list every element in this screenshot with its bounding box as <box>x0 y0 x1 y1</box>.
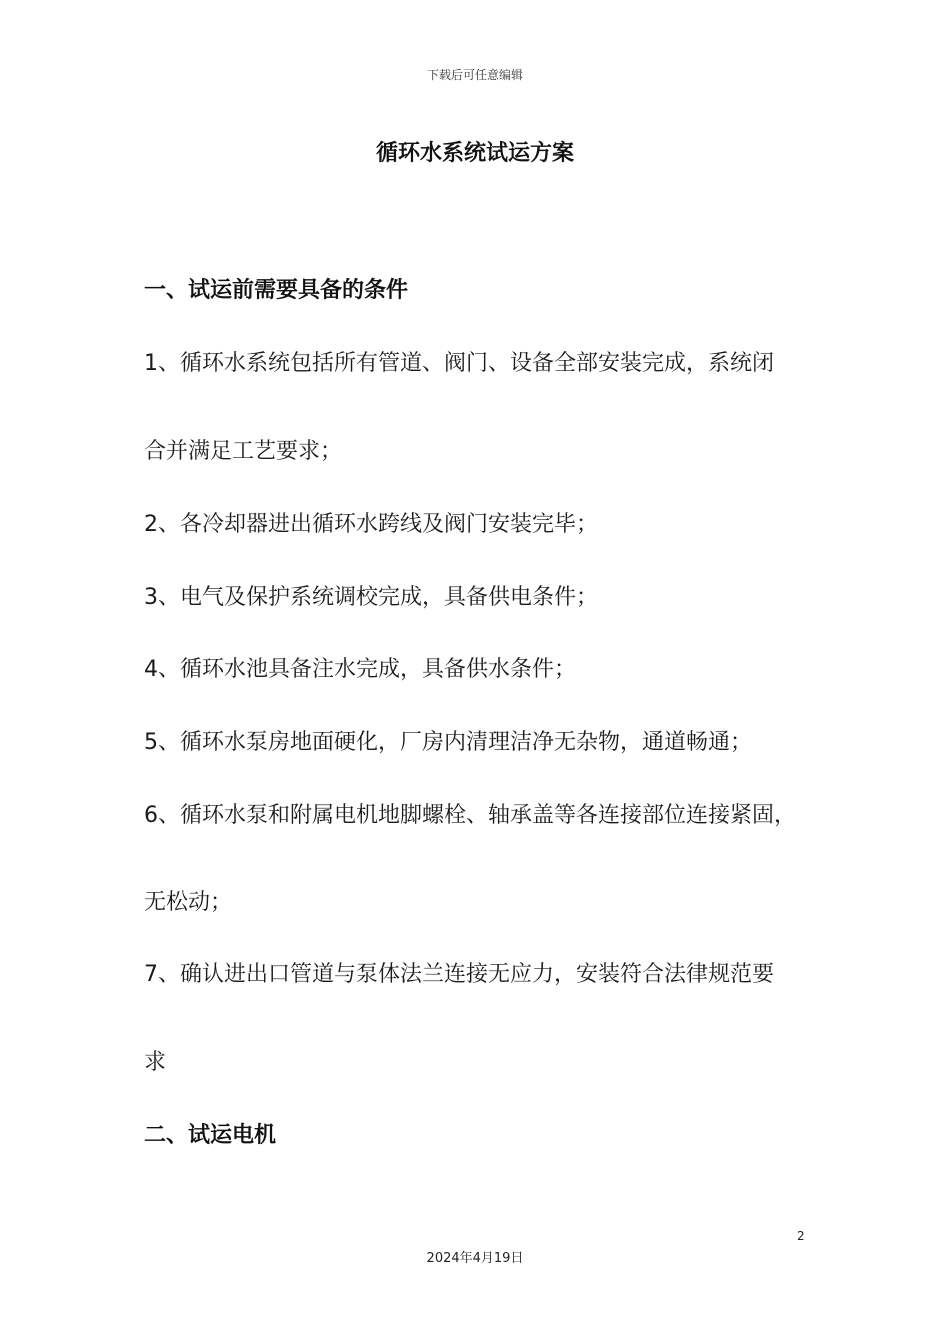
paragraph-line: 无松动； <box>144 890 233 915</box>
paragraph-line: 1、循环水系统包括所有管道、阀门、设备全部安装完成，系统闭 <box>144 351 774 376</box>
paragraph-line: 2、各冷却器进出循环水跨线及阀门安装完毕； <box>144 512 598 537</box>
paragraph-line: 求 <box>144 1050 167 1075</box>
header-note: 下载后可任意编辑 <box>426 68 523 82</box>
paragraph-line: 4、循环水池具备注水完成，具备供水条件； <box>144 657 576 682</box>
paragraph-line: 3、电气及保护系统调校完成，具备供电条件； <box>144 585 598 610</box>
paragraph-line: 7、确认进出口管道与泵体法兰连接无应力，安装符合法律规范要 <box>144 962 774 987</box>
section-heading-conditions: 一、试运前需要具备的条件 <box>144 278 409 303</box>
page-number: 2 <box>797 1229 805 1243</box>
paragraph-line: 6、循环水泵和附属电机地脚螺栓、轴承盖等各连接部位连接紧固， <box>144 803 796 828</box>
document-title: 循环水系统试运方案 <box>375 141 574 166</box>
paragraph-line: 5、循环水泵房地面硬化，厂房内清理洁净无杂物，通道畅通； <box>144 730 752 755</box>
section-heading-motor-test: 二、试运电机 <box>144 1123 277 1148</box>
paragraph-line: 合并满足工艺要求； <box>144 439 343 464</box>
footer-date: 2024年4月19日 <box>426 1251 524 1266</box>
